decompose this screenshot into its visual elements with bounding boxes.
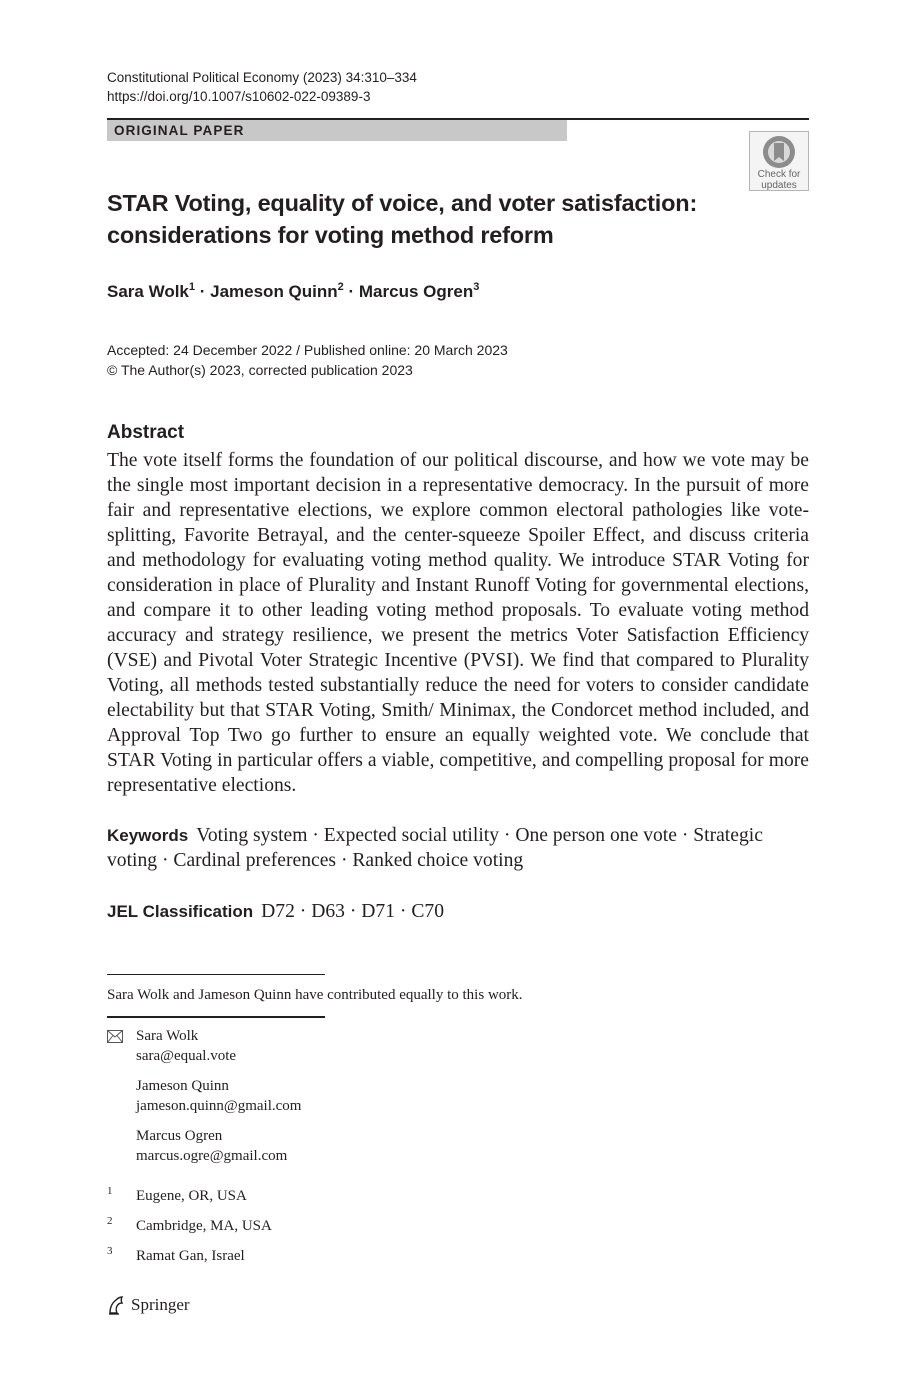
publisher-name: Springer (131, 1295, 190, 1314)
envelope-icon (107, 1030, 123, 1043)
correspondent-email[interactable]: marcus.ogre@gmail.com (136, 1148, 288, 1164)
check-updates-line2: updates (761, 180, 797, 191)
author-name[interactable]: Marcus Ogren (358, 282, 474, 301)
title-line-1: STAR Voting, equality of voice, and voter satisfaction: (107, 190, 698, 216)
keywords-label: Keywords (107, 826, 189, 845)
keywords-text: Voting system · Expected social utility · One person one vote · Strategic voting · Cardinal preferences · Ranked choice voting (107, 825, 763, 871)
correspondent-name: Sara Wolk (136, 1028, 199, 1044)
check-updates-line1: Check for (757, 169, 801, 180)
correspondence-entry (136, 1076, 301, 1116)
journal-citation: Constitutional Political Economy (2023) 34:310–334 (107, 70, 417, 85)
publisher-logo (107, 1295, 190, 1315)
author-separator: · (343, 282, 359, 301)
footnote-divider (107, 1016, 325, 1018)
author-name[interactable]: Jameson Quinn (210, 282, 338, 301)
abstract-heading: Abstract (107, 422, 185, 443)
correspondent-email[interactable]: sara@equal.vote (136, 1048, 237, 1064)
springer-horse-icon (107, 1295, 125, 1315)
footnote-divider (107, 974, 325, 975)
bookmark-icon (762, 135, 796, 169)
author-separator: · (195, 282, 211, 301)
affiliation-number: 3 (107, 1245, 113, 1257)
keywords-section (107, 823, 809, 873)
paper-title (107, 187, 747, 251)
title-line-2: considerations for voting method reform (107, 222, 554, 248)
contribution-note: Sara Wolk and Jameson Quinn have contributed equally to this work. (107, 987, 523, 1003)
copyright-line: © The Author(s) 2023, corrected publication 2023 (107, 362, 413, 378)
doi-link[interactable]: https://doi.org/10.1007/s10602-022-09389-3 (107, 89, 371, 104)
affiliation-place: Eugene, OR, USA (136, 1188, 247, 1204)
author-list (107, 282, 479, 302)
publication-dates (107, 340, 508, 380)
correspondent-name: Jameson Quinn (136, 1078, 229, 1094)
journal-header (107, 68, 417, 106)
correspondence-entry (136, 1126, 287, 1166)
abstract-text: The vote itself forms the foundation of our political discourse, and how we vote may be the single most important decision in a representative democracy. In the pursuit of more fair and representative elections, we explore common electoral pathologies like vote-splitting, Favorite Betrayal, and the center-squeeze Spoiler Effect, and discuss criteria and methodology for evaluating voting method quality. We introduce STAR Voting for consideration in place of Plurality and Instant Runoff Voting for governmental elections, and compare it to other leading voting method proposals. To evaluate voting method accuracy and strategy resilience, we present the metrics Voter Satisfaction Efficiency (VSE) and Pivotal Voter Strategic Incentive (PVSI). We find that compared to Plurality Voting, all methods tested substantially reduce the need for voters to consider candidate electability but that STAR Voting, Smith/ Minimax, the Condorcet method included, and Approval Top Two go further to ensure an equally weighted vote. We conclude that STAR Voting in particular offers a viable, competitive, and compelling proposal for more representative elections. (107, 450, 809, 796)
jel-codes: D72 · D63 · D71 · C70 (261, 901, 444, 922)
correspondence-entry (136, 1026, 236, 1066)
author-name[interactable]: Sara Wolk (107, 282, 189, 301)
author-affiliation-number: 3 (473, 281, 480, 293)
affiliation-number: 2 (107, 1215, 113, 1227)
article-type-label: ORIGINAL PAPER (107, 120, 567, 141)
check-for-updates-badge[interactable] (749, 131, 809, 191)
affiliation-place: Ramat Gan, Israel (136, 1248, 245, 1264)
correspondent-name: Marcus Ogren (136, 1128, 223, 1144)
correspondent-email[interactable]: jameson.quinn@gmail.com (136, 1098, 302, 1114)
jel-label: JEL Classification (107, 902, 254, 921)
jel-section (107, 899, 444, 924)
affiliation-number: 1 (107, 1185, 113, 1197)
author-affiliation-number: 2 (337, 281, 344, 293)
author-affiliation-number: 1 (188, 281, 196, 293)
affiliation-place: Cambridge, MA, USA (136, 1218, 272, 1234)
accepted-published-dates: Accepted: 24 December 2022 / Published online: 20 March 2023 (107, 342, 508, 358)
